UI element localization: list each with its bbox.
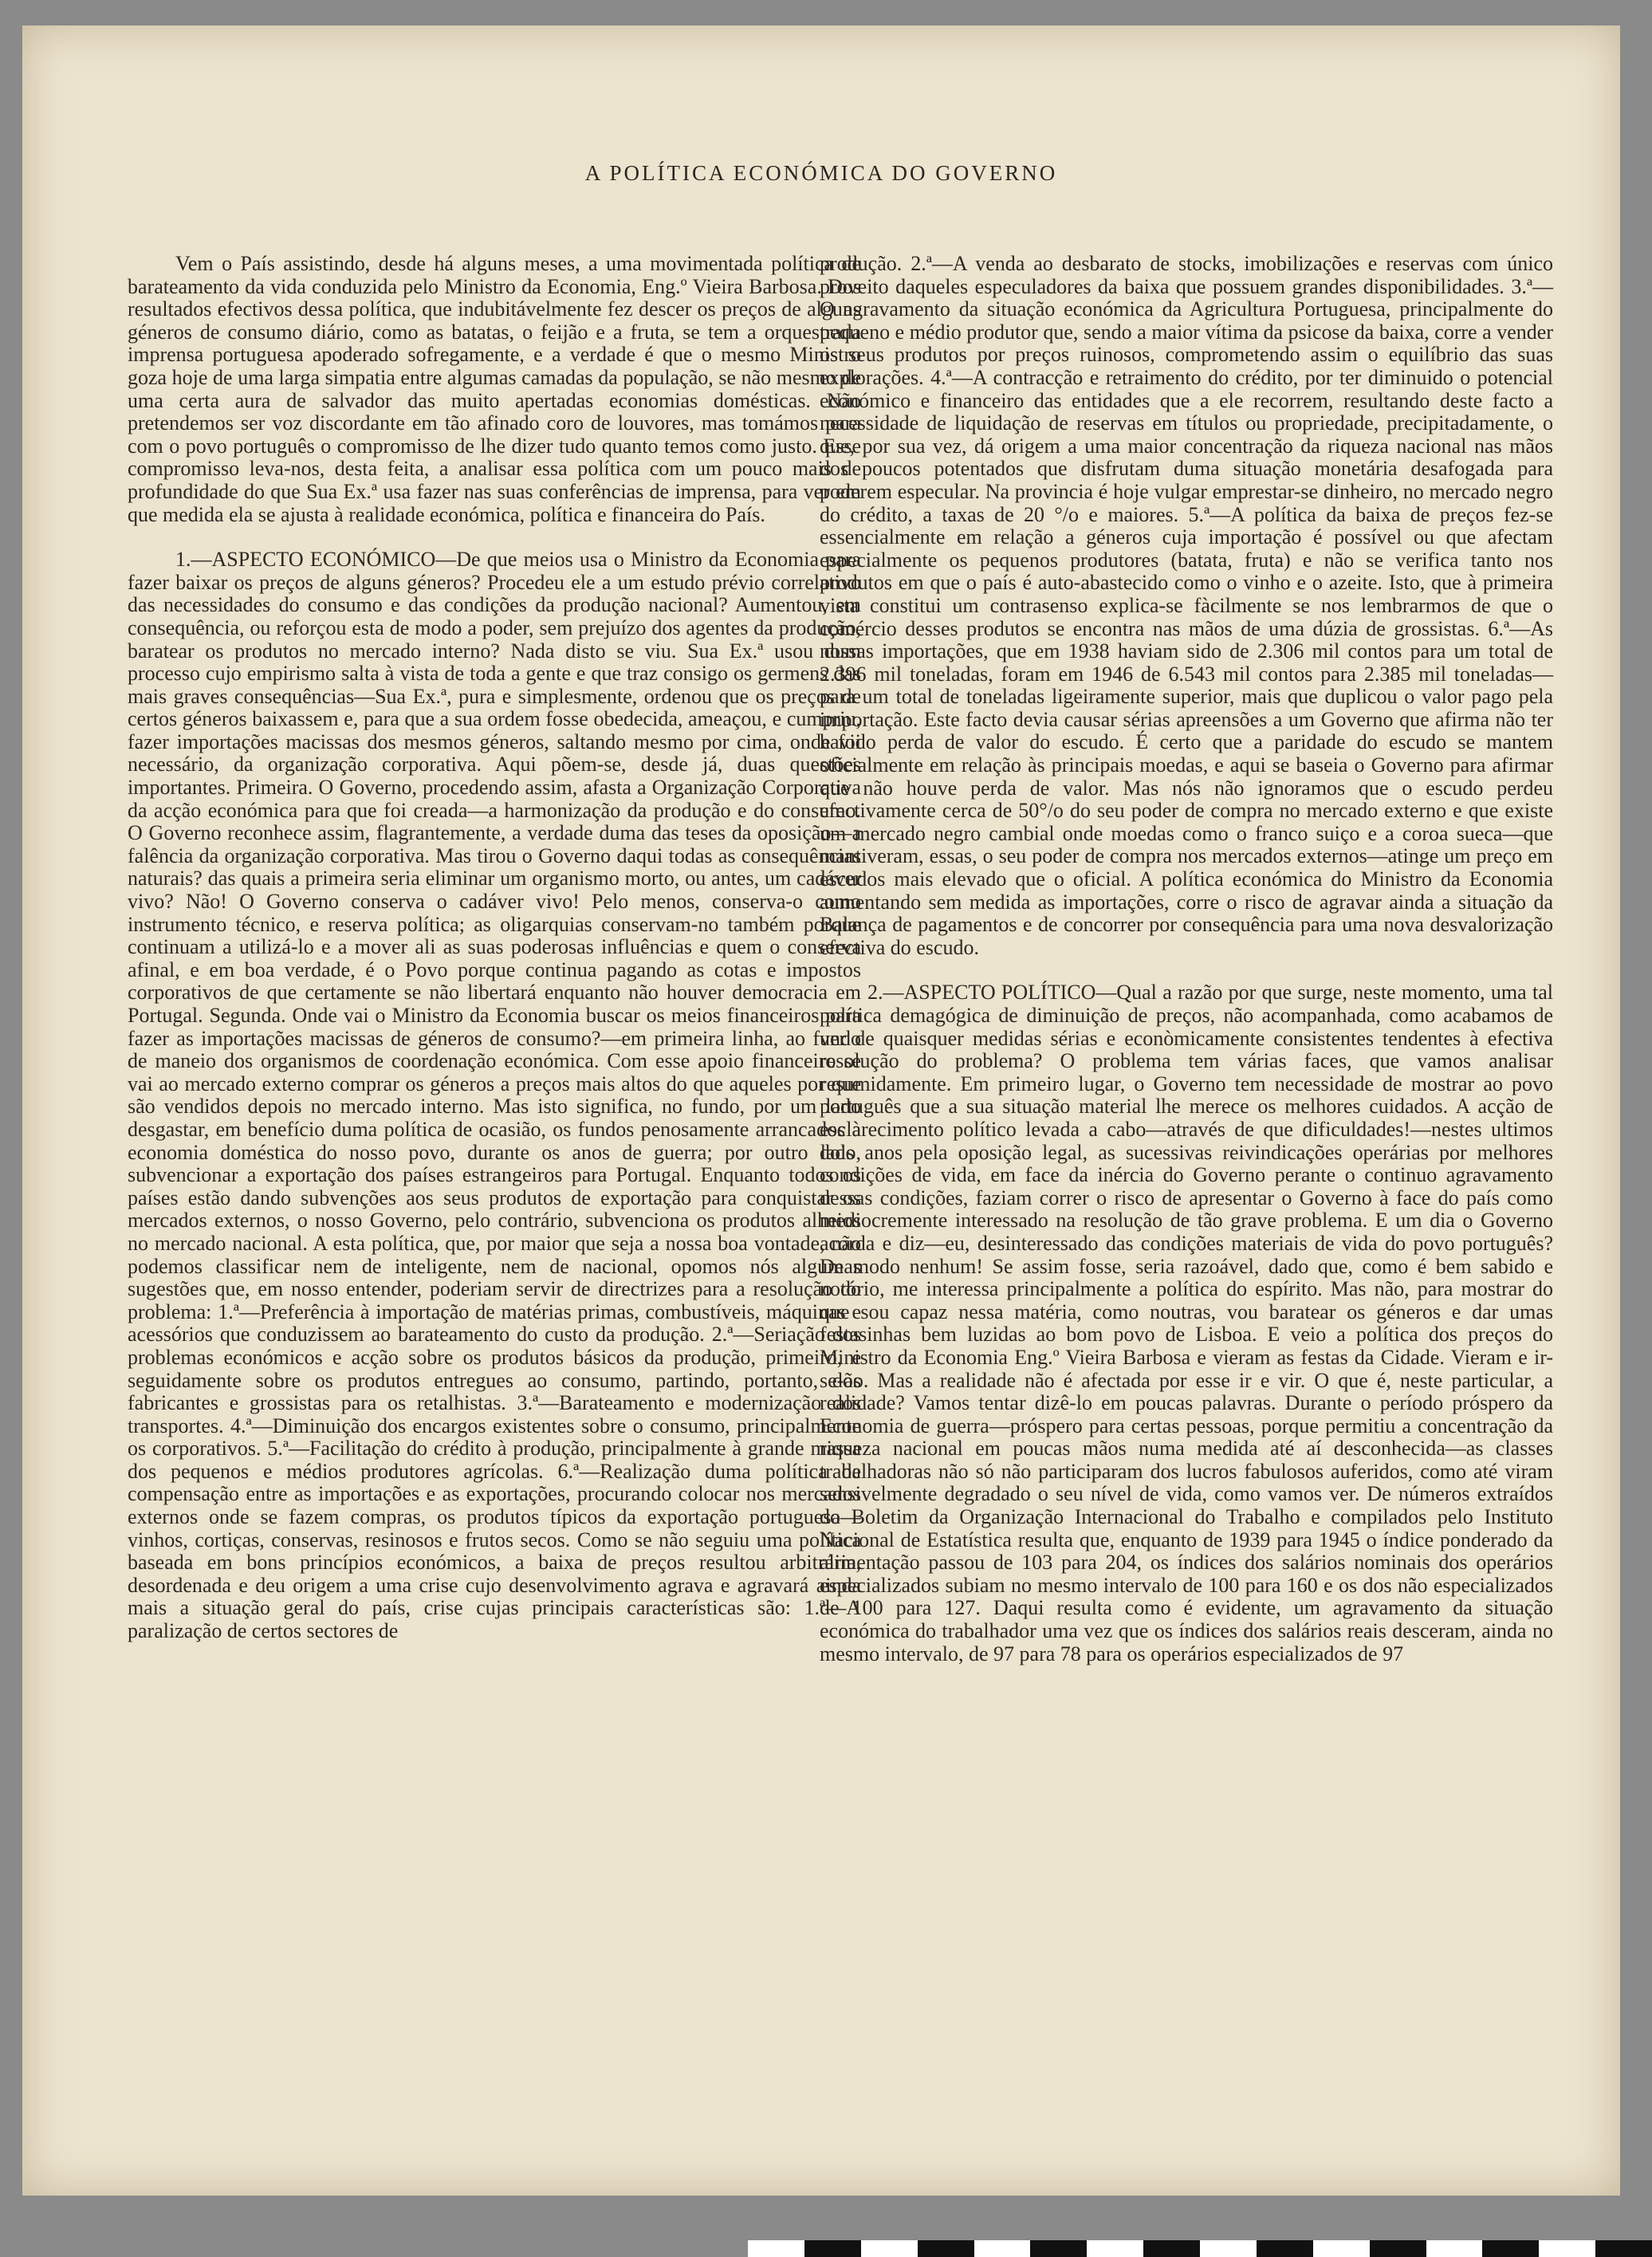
political-aspect-paragraph: 2.—ASPECTO POLÍTICO—Qual a razão por que surge, neste momento, uma tal política demagógica de diminuição de preços, não acompanhada, como acabamos de ver de quaisquer medidas sérias e econòmicamente consistentes tendentes à efectiva resolução do problema? O problema tem várias faces, que vamos analisar resumidamente. Em primeiro lugar, o Governo tem necessidade de mostrar ao povo português que a sua situação material lhe merece os melhores cuidados. A acção de esclarecimento político levada a cabo—através de que dificuldades!—nestes ultimos dois anos pela oposição legal, as sucessivas reivindicações operárias por melhores condições de vida, em face da inércia do Governo perante o continuo agravamento dessas condições, faziam correr o risco de apresentar o Governo à face do país como mediocremente interessado na resolução de tão grave problema. E um dia o Governo acorda e diz—eu, desinteressado das condições materiais de vida do povo português? De modo nenhum! Se assim fosse, seria razoável, dado que, como é bem sabido e notório, me interessa principalmente a política do espírito. Mas não, para mostrar do que sou capaz nessa matéria, como noutras, vou baratear os géneros e dar umas festasinhas bem luzidas ao bom povo de Lisboa. E veio a política dos preços do Ministro da Economia Eng.º Vieira Barbosa e vieram as festas da Cidade. Vieram e ir-se-ão. Mas a realidade não é afectada por esse ir e vir. O que é, neste particular, a realidade? Vamos tentar dizê-lo em poucas palavras. Durante o período próspero da Economia de guerra—próspero para certas pessoas, porque permitiu a concentração da riqueza nacional em poucas mãos numa medida até aí desconhecida—as classes trabalhadoras não só não participaram dos lucros fabulosos auferidos, como até viram sensivelmente degradado o seu nível de vida, como vamos ver. De números extraídos do Boletim da Organização Internacional do Trabalho e compilados pelo Instituto Nacional de Estatística resulta que, enquanto de 1939 para 1945 o índice ponderado da alimentação passou de 103 para 204, os índices dos salários nominais dos operários especializados subiam no mesmo intervalo de 100 para 160 e os dos não especializados de 100 para 127. Daqui resulta como é evidente, um agravamento da situação económica do trabalhador uma vez que os índices dos salários reais desceram, ainda no mesmo intervalo, de 97 para 78 para os operários especializados de 97 bbox=[820, 981, 1553, 1665]
scale-bar-segment bbox=[1370, 2240, 1426, 2257]
scale-bar-segment bbox=[748, 2240, 804, 2257]
document-title: A POLÍTICA ECONÓMICA DO GOVERNO bbox=[584, 161, 1058, 185]
left-column bbox=[128, 253, 861, 1665]
economic-aspect-paragraph: 1.—ASPECTO ECONÓMICO—De que meios usa o Ministro da Economia para fazer baixar os preços de alguns géneros? Procedeu ele a um estudo prévio correlativo das necessidades do consumo e das condições da produção nacional? Aumentou, em consequência, ou reforçou esta de modo a poder, sem prejuízo dos agentes da produção, baratear os produtos no mercado interno? Nada disto se viu. Sua Ex.ª usou dum processo cujo empirismo salta à vista de toda a gente e que traz consigo os germens das mais graves consequências—Sua Ex.ª, pura e simplesmente, ordenou que os preços de certos géneros baixassem e, para que a sua ordem fosse obedecida, ameaçou, e cumpriu, fazer importações macissas dos mesmos géneros, saltando mesmo por cima, onde foi necessário, da organização corporativa. Aqui põem-se, desde já, duas questões importantes. Primeira. O Governo, procedendo assim, afasta a Organização Corporativa da acção económica para que foi creada—a harmonização da produção e do consumo. O Governo reconhece assim, flagrantemente, a verdade duma das teses da oposição—a falência da organização corporativa. Mas tirou o Governo daqui todas as consequências naturais? das quais a primeira seria eliminar um organismo morto, ou antes, um cadáver vivo? Não! O Governo conserva o cadáver vivo! Pelo menos, conserva-o como instrumento técnico, e reserva política; as oligarquias conservam-no também porque continuam a utilizá-lo e a mover ali as suas poderosas influências e quem o conserva afinal, e em boa verdade, é o Povo porque continua pagando as cotas e impostos corporativos de que certamente se não libertará enquanto não houver democracia em Portugal. Segunda. Onde vai o Ministro da Economia buscar os meios financeiros para fazer as importações macissas de géneros de consumo?—em primeira linha, ao fundo de maneio dos organismos de coordenação económica. Com esse apoio financeiro se vai ao mercado externo comprar os géneros a preços mais altos do que aqueles por que são vendidos depois no mercado interno. Mas isto significa, no fundo, por um lado desgastar, em benefício duma política de ocasião, os fundos penosamente arrancados à economia doméstica do nosso povo, durante os anos de guerra; por outro lado, subvencionar a exportação dos países estrangeiros para Portugal. Enquanto todos os países estão dando subvenções aos seus produtos de exportação para conquistar os mercados externos, o nosso Governo, pelo contrário, subvenciona os produtos alheios no mercado nacional. A esta política, que, por maior que seja a nossa boa vontade, não podemos classificar nem de inteligente, nem de nacional, opomos nós algumas sugestões que, em nosso entender, poderiam servir de directrizes para a resolução do problema: 1.ª—Preferência à importação de matérias primas, combustíveis, máquinas e acessórios que conduzissem ao barateamento do custo da produção. 2.ª—Seriação dos problemas económicos e acção sobre os produtos básicos da produção, primeiro, e seguidamente sobre os produtos entregues ao consumo, partindo, portanto, dos fabricantes e grossistas para os retalhistas. 3.ª—Barateamento e modernização dos transportes. 4.ª—Diminuição dos encargos existentes sobre o consumo, principalmente os corporativos. 5.ª—Facilitação do crédito à produção, principalmente à grande massa dos pequenos e médios produtores agrícolas. 6.ª—Realização duma política de compensação entre as importações e as exportações, procurando colocar nos mercados externos onde se fazem compras, os produtos típicos da exportação portuguesa—vinhos, cortiças, conservas, resinosos e frutos secos. Como se não seguiu uma política baseada em bons princípios económicos, a baixa de preços resultou arbitrária, desordenada e deu origem a uma crise cujo desenvolvimento agrava e agravará ainda mais a situação geral do país, crise cujas principais características são: 1.ª—A paralização de certos sectores de bbox=[128, 548, 861, 1643]
scale-bar-segment bbox=[1143, 2240, 1200, 2257]
scale-bar-segment bbox=[1257, 2240, 1313, 2257]
document-page bbox=[22, 26, 1620, 2196]
scale-bar-segment bbox=[1482, 2240, 1539, 2257]
scale-bar-segment bbox=[974, 2240, 1031, 2257]
scale-bar-segment bbox=[1313, 2240, 1370, 2257]
scale-bar-segment bbox=[1087, 2240, 1143, 2257]
scale-bar-segment bbox=[804, 2240, 861, 2257]
scale-bar-segment bbox=[918, 2240, 974, 2257]
intro-paragraph: Vem o País assistindo, desde há alguns meses, a uma movimentada política de barateamento da vida conduzida pelo Ministro da Economia, Eng.º Vieira Barbosa. Dos resultados efectivos dessa política, que indubitávelmente fez descer os preços de alguns géneros de consumo diário, como as batatas, o feijão e a fruta, se tem a orquestrada imprensa portuguesa apoderado sofregamente, e a verdade é que o mesmo Ministro goza hoje de uma larga simpatia entre algumas camadas da população, se não mesmo de uma certa aura de salvador das muito apertadas economias domésticas. Não pretendemos ser voz discordante em tão afinado coro de louvores, mas tomámos para com o povo português o compromisso de lhe dizer tudo quanto temos como justo. Esse compromisso leva-nos, desta feita, a analisar essa política com um pouco mais de profundidade do que Sua Ex.ª usa fazer nas suas conferências de imprensa, para ver em que medida ela se ajusta à realidade económica, política e financeira do País. bbox=[128, 252, 861, 526]
scale-bar-segment bbox=[1595, 2240, 1652, 2257]
right-column bbox=[820, 253, 1553, 1688]
scale-bar-segment bbox=[1030, 2240, 1087, 2257]
scale-bar-segment bbox=[861, 2240, 918, 2257]
economic-aspect-continuation: produção. 2.ª—A venda ao desbarato de stocks, imobilizações e reservas com único proveito daqueles especuladores da baixa que possuem grandes disponibilidades. 3.ª—O agravamento da situação económica da Agricultura Portuguesa, principalmente do pequeno e médio produtor que, sendo a maior vítima da psicose da baixa, corre a vender os seus produtos por preços ruinosos, comprometendo assim o equilíbrio das suas explorações. 4.ª—A contracção e retraimento do crédito, por ter diminuido o potencial económico e financeiro das entidades que a ele recorrem, resultando deste facto a necessidade de liquidação de reservas em títulos ou propriedade, precipitadamente, o que, por sua vez, dá origem a uma maior concentração da riqueza nacional nas mãos dos poucos potentados que disfrutam duma situação monetária desafogada para poderem especular. Na provincia é hoje vulgar emprestar-se dinheiro, no mercado negro do crédito, a taxas de 20 °/o e maiores. 5.ª—A política da baixa de preços fez-se essencialmente em relação a géneros cuja importação é possível ou que afectam especialmente os pequenos produtores (batata, fruta) e não se verifica tanto nos produtos em que o país é auto-abastecido como o vinho e o azeite. Isto, que à primeira vista constitui um contrasenso explica-se fàcilmente se nos lembrarmos de que o comércio desses produtos se encontra nas mãos de uma dúzia de grossistas. 6.ª—As nossas importações, que em 1938 haviam sido de 2.306 mil contos para um total de 2.396 mil toneladas, foram em 1946 de 6.543 mil contos para 2.385 mil toneladas—para um total de toneladas ligeiramente superior, mais que duplicou o valor pago pela importação. Este facto devia causar sérias apreensões a um Governo que afirma não ter havido perda de valor do escudo. É certo que a paridade do escudo se mantem oficialmente em relação às principais moedas, e aqui se baseia o Governo para afirmar que não houve perda de valor. Mas nós não ignoramos que o escudo perdeu efectivamente cerca de 50°/o do seu poder de compra no mercado externo e que existe um mercado negro cambial onde moedas como o franco suiço e a coroa sueca—que mantiveram, essas, o seu poder de compra nos mercados externos—atinge um preço em escudos mais elevado que o oficial. A política económica do Ministro da Economia aumentando sem medida as importações, corre o risco de agravar ainda a situação da Balança de pagamentos e de concorrer por consequência para uma nova desvalorização efectiva do escudo. bbox=[820, 252, 1553, 959]
color-scale-bar bbox=[748, 2240, 1652, 2257]
scale-bar-segment bbox=[1539, 2240, 1595, 2257]
scale-bar-segment bbox=[1426, 2240, 1483, 2257]
scale-bar-segment bbox=[1200, 2240, 1257, 2257]
